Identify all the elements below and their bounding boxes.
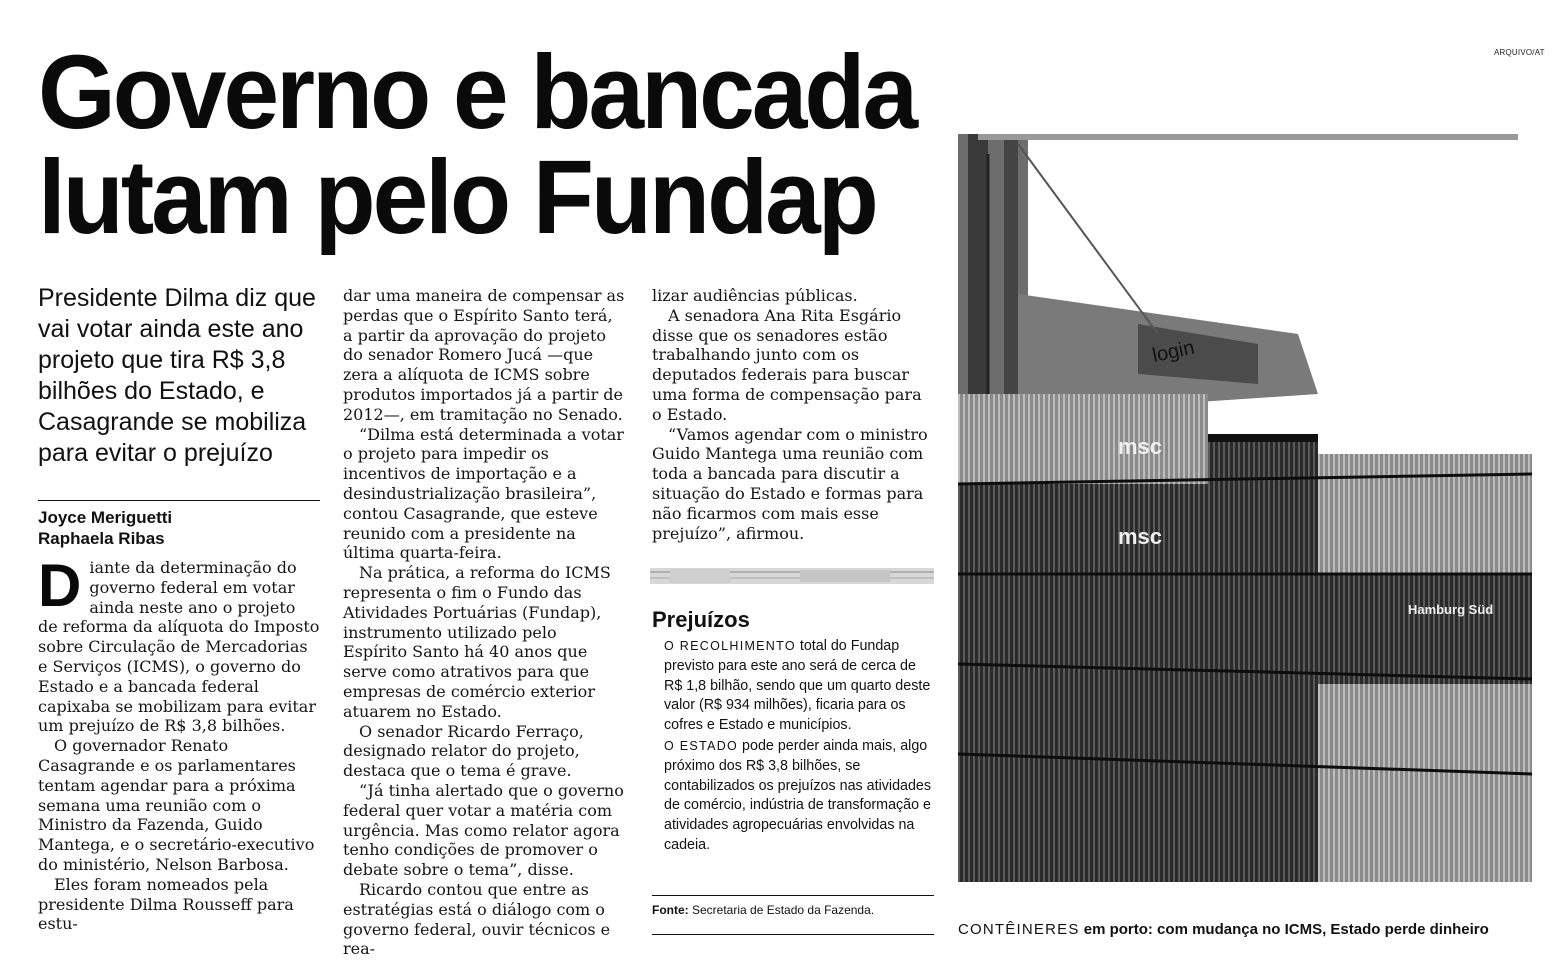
- source-divider: [652, 895, 934, 896]
- article-paragraph: Na prática, a reforma do ICMS representa o fim o Fundo das Atividades Portuárias (Fundap), instrumento utilizado pelo Espírito Santo há 40 anos que serve como atrativos para que empresas de comércio exterior atuarem no Estado.: [343, 563, 611, 721]
- article-paragraph: Diante da determinação do governo federal em votar ainda neste ano o projeto de reforma da alíquota do Imposto sobre Circulação de Mercadorias e Serviços (ICMS), o governo do Estado e a bancada federal capixaba se mobilizam para evitar um prejuízo de R$ 3,8 bilhões.: [38, 552, 320, 736]
- bottom-divider: [652, 934, 934, 935]
- sidebar-item: O ESTADO pode perder ainda mais, algo próximo dos R$ 3,8 bilhões, se contabilizados os prejuízos nas atividades de comércio, indústria de transformação e atividades agropecuárias envolvidas na cadeia.: [664, 737, 932, 853]
- article-paragraph: O senador Ricardo Ferraço, designado relator do projeto, destaca que o tema é grave.: [343, 721, 584, 781]
- decorative-speckle-band: [650, 562, 934, 590]
- headline: [38, 33, 938, 257]
- container-label: msc: [1118, 524, 1163, 549]
- container-label: login: [1150, 336, 1197, 367]
- photo-credit: ARQUIVO/AT: [1494, 48, 1545, 57]
- article-paragraph: “Vamos agendar com o ministro Guido Mantega uma reunião com toda a bancada para discutir a situação do Estado e formas para não ficarmos com mais esse prejuízo”, afirmou.: [652, 424, 928, 543]
- sidebar-title: Prejuízos: [652, 607, 750, 632]
- article-paragraph: Eles foram nomeados pela presidente Dilma Rousseff para estu-: [38, 874, 294, 934]
- sidebar-box: [664, 637, 932, 857]
- headline-line-1: Governo e bancada: [38, 33, 916, 152]
- article-paragraph: Ricardo contou que entre as estratégias está o diálogo com o governo federal, ouvir técnicos e rea-: [343, 879, 611, 959]
- container-label: msc: [1118, 434, 1163, 459]
- photo-caption: CONTÊINERES em porto: com mudança no ICMS, Estado perde dinheiro: [958, 921, 1489, 938]
- article-paragraph: dar uma maneira de compensar as perdas que o Espírito Santo terá, a partir da aprovação do projeto do senador Romero Jucá —que zera a alíquota de ICMS sobre produtos importados já a partir de 2012—, em tramitação no Senado.: [343, 286, 625, 424]
- container-label: Hamburg Süd: [1408, 602, 1494, 617]
- article-paragraph: “Já tinha alertado que o governo federal quer votar a matéria com urgência. Mas como relator agora tenho condições de promover o debate sobre o tema”, disse.: [343, 780, 624, 880]
- article-column-2: [343, 286, 625, 959]
- sidebar-source: Fonte: Secretaria de Estado da Fazenda.: [652, 903, 875, 917]
- dropcap: D: [38, 552, 82, 619]
- subhead: Presidente Dilma diz que vai votar ainda este ano projeto que tira R$ 3,8 bilhões do Estado, e Casagrande se mobiliza para evitar o prejuízo: [38, 284, 316, 467]
- containers-image: [958, 134, 1532, 882]
- article-paragraph: O governador Renato Casagrande e os parlamentares tentam agendar para a próxima semana uma reunião com o Ministro da Fazenda, Guido Mantega, e o secretário-executivo do ministério, Nelson Barbosa.: [38, 736, 315, 874]
- sidebar-item: O RECOLHIMENTO total do Fundap previsto para este ano será de cerca de R$ 1,8 bilhão, sendo que um quarto deste valor (R$ 934 milhões), ficaria para os cofres e Estado e municípios.: [664, 638, 931, 734]
- byline-author-2: Raphaela Ribas: [38, 529, 165, 548]
- byline-divider: [38, 500, 320, 501]
- article-paragraph: A senadora Ana Rita Esgário disse que os senadores estão trabalhando junto com os deputados federais para buscar uma forma de compensação para o Estado.: [652, 305, 922, 424]
- headline-line-2: lutam pelo Fundap: [38, 138, 876, 257]
- article-paragraph: lizar audiências públicas.: [652, 286, 858, 305]
- article-paragraph: “Dilma está determinada a votar o projeto para impedir os incentivos de importação e a desindustrialização brasileira”, contou Casagrande, que esteve reunido com a presidente na última quarta-feira.: [343, 424, 624, 563]
- article-column-3: [652, 286, 934, 543]
- byline-author-1: Joyce Meriguetti: [38, 508, 173, 527]
- bylines: [38, 507, 320, 549]
- port-containers-photo: [958, 134, 1532, 882]
- article-column-1: [38, 552, 320, 934]
